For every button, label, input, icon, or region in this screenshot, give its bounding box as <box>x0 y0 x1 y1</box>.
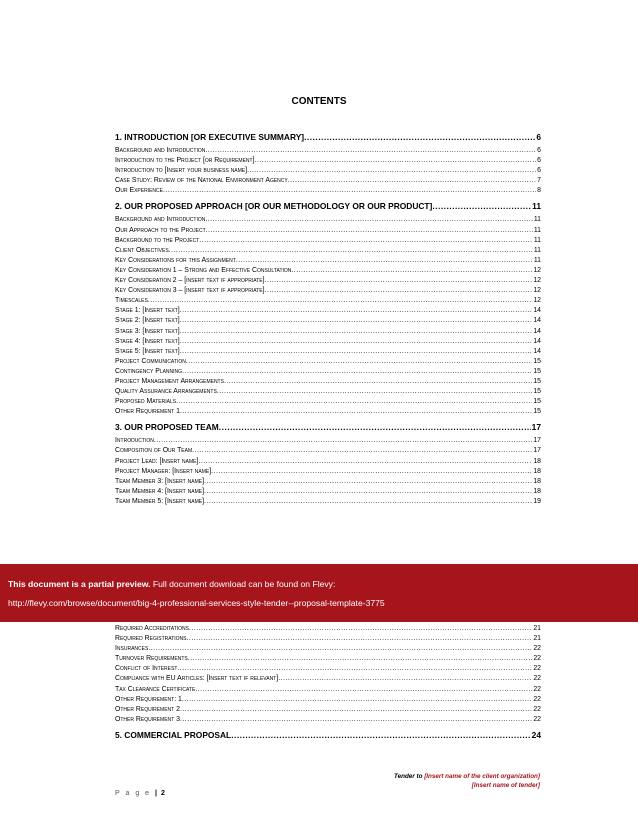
toc-leader-dots <box>199 236 533 246</box>
toc-entry-label: Key Consideration 3 – [insert text if appropriate] <box>115 287 265 295</box>
toc-subsection-entry[interactable] <box>115 457 541 467</box>
toc-entry-page: 14 <box>533 337 541 345</box>
footer-tender <box>394 772 540 790</box>
toc-entry-page: 15 <box>533 398 541 406</box>
toc-entry-page: 11 <box>532 201 541 212</box>
toc-section-entry[interactable] <box>115 131 541 143</box>
toc-list-bottom <box>115 624 541 741</box>
preview-notice-text: Full document download can be found on Flevy: <box>152 579 336 589</box>
toc-subsection-entry[interactable] <box>115 407 541 417</box>
toc-entry-label: Stage 3: [Insert text] <box>115 327 180 335</box>
toc-leader-dots <box>182 367 532 377</box>
toc-subsection-entry[interactable] <box>115 387 541 397</box>
toc-leader-dots <box>180 705 532 715</box>
toc-leader-dots <box>278 674 532 684</box>
toc-subsection-entry[interactable] <box>115 296 541 306</box>
toc-subsection-entry[interactable] <box>115 397 541 407</box>
toc-entry-label: Timescales <box>115 297 148 305</box>
toc-entry-page: 17 <box>533 447 541 455</box>
toc-subsection-entry[interactable] <box>115 266 541 276</box>
toc-subsection-entry[interactable] <box>115 644 541 654</box>
toc-entry-page: 11 <box>533 236 541 244</box>
toc-entry-label: Project Manager: [Insert name] <box>115 467 212 475</box>
toc-leader-dots <box>204 487 532 497</box>
toc-leader-dots <box>187 634 533 644</box>
preview-notice-bold: This document is a partial preview. <box>8 579 151 589</box>
toc-entry-label: Required Registrations <box>115 635 187 643</box>
toc-section-entry[interactable] <box>115 421 541 433</box>
toc-entry-page: 12 <box>533 297 541 305</box>
toc-subsection-entry[interactable] <box>115 286 541 296</box>
toc-entry-label: 2. OUR PROPOSED APPROACH [OR OUR METHODOLOGY OR OUR PRODUCT] <box>115 201 433 212</box>
toc-leader-dots <box>291 266 532 276</box>
toc-entry-label: Stage 5: [Insert text] <box>115 347 180 355</box>
toc-leader-dots <box>154 436 532 446</box>
toc-subsection-entry[interactable] <box>115 146 541 156</box>
toc-leader-dots <box>177 664 532 674</box>
toc-subsection-entry[interactable] <box>115 306 541 316</box>
toc-subsection-entry[interactable] <box>115 246 541 256</box>
toc-entry-label: Other Requirement: 1 <box>115 695 182 703</box>
toc-leader-dots <box>180 316 533 326</box>
toc-subsection-entry[interactable] <box>115 664 541 674</box>
toc-subsection-entry[interactable] <box>115 236 541 246</box>
toc-entry-page: 14 <box>533 327 541 335</box>
toc-leader-dots <box>224 377 532 387</box>
toc-entry-label: Compliance with EU Articles: [Insert text if relevant] <box>115 675 279 683</box>
toc-entry-label: Required Accreditations <box>115 625 189 632</box>
toc-entry-label: Tax Clearance Certificate <box>115 685 196 693</box>
toc-entry-label: Key Considerations for this Assignment <box>115 256 236 264</box>
toc-entry-page: 14 <box>533 317 541 325</box>
toc-entry-page: 15 <box>533 408 541 416</box>
toc-entry-page: 21 <box>533 635 541 643</box>
toc-entry-page: 7 <box>537 177 541 185</box>
toc-leader-dots <box>304 131 535 143</box>
toc-leader-dots <box>180 337 533 347</box>
toc-entry-page: 6 <box>537 147 541 154</box>
toc-entry-page: 6 <box>537 157 541 165</box>
toc-subsection-entry[interactable] <box>115 186 541 196</box>
toc-subsection-entry[interactable] <box>115 674 541 684</box>
contents-title: CONTENTS <box>291 96 347 107</box>
toc-leader-dots <box>176 397 532 407</box>
toc-entry-page: 19 <box>533 497 541 505</box>
toc-leader-dots <box>204 497 532 507</box>
toc-entry-label: Proposed Materials <box>115 398 177 406</box>
toc-entry-label: Key Consideration 1 – Strong and Effective Consultation <box>115 266 292 274</box>
toc-leader-dots <box>192 446 532 456</box>
toc-entry-page: 11 <box>533 216 541 224</box>
toc-leader-dots <box>189 624 532 634</box>
toc-subsection-entry[interactable] <box>115 316 541 326</box>
toc-entry-page: 6 <box>536 132 541 142</box>
toc-subsection-entry[interactable] <box>115 156 541 166</box>
toc-leader-dots <box>211 467 532 477</box>
toc-subsection-entry[interactable] <box>115 377 541 387</box>
toc-leader-dots <box>264 286 532 296</box>
toc-entry-page: 18 <box>533 487 541 495</box>
toc-subsection-entry[interactable] <box>115 436 541 446</box>
toc-subsection-entry[interactable] <box>115 276 541 286</box>
toc-entry-page: 17 <box>531 422 541 433</box>
toc-section-entry[interactable] <box>115 200 541 212</box>
toc-leader-dots <box>198 457 532 467</box>
toc-entry-label: Key Consideration 2 – [insert text if appropriate] <box>115 277 265 285</box>
toc-entry-page: 11 <box>533 246 541 254</box>
toc-entry-label: Composition of Our Team <box>115 447 193 455</box>
toc-entry-label: Project Management Arrangements <box>115 377 224 385</box>
toc-entry-label: 1. INTRODUCTION [OR EXECUTIVE SUMMARY] <box>115 132 305 142</box>
toc-entry-page: 14 <box>533 347 541 355</box>
toc-subsection-entry[interactable] <box>115 176 541 186</box>
toc-entry-label: Project Lead: [Insert name] <box>115 457 199 465</box>
toc-leader-dots <box>204 477 532 487</box>
toc-entry-label: Team Member 4: [Insert name] <box>115 487 205 495</box>
toc-entry-page: 12 <box>533 266 541 274</box>
footer-page-number <box>115 790 165 797</box>
toc-subsection-entry[interactable] <box>115 327 541 337</box>
toc-entry-label: Team Member 5: [Insert name] <box>115 497 205 505</box>
toc-leader-dots <box>148 644 532 654</box>
toc-subsection-entry[interactable] <box>115 705 541 715</box>
toc-leader-dots <box>180 407 532 417</box>
toc-subsection-entry[interactable] <box>115 337 541 347</box>
toc-subsection-entry[interactable] <box>115 695 541 705</box>
toc-entry-page: 12 <box>533 287 541 295</box>
toc-section-entry[interactable] <box>115 729 541 741</box>
toc-subsection-entry[interactable] <box>115 215 541 225</box>
toc-entry-page: 22 <box>533 655 541 663</box>
toc-subsection-entry[interactable] <box>115 467 541 477</box>
toc-subsection-entry[interactable] <box>115 497 541 507</box>
preview-link[interactable]: http://flevy.com/browse/document/big-4-professional-services-style-tender--proposal-template-3775 <box>8 598 385 608</box>
toc-entry-page: 6 <box>537 167 541 175</box>
toc-entry-label: 5. COMMERCIAL PROPOSAL <box>115 729 232 740</box>
toc-subsection-entry[interactable] <box>115 256 541 266</box>
toc-entry-page: 15 <box>533 388 541 396</box>
toc-entry-label: Our Approach to the Project <box>115 226 206 234</box>
toc-subsection-entry[interactable] <box>115 715 541 725</box>
toc-leader-dots <box>205 146 536 156</box>
footer-client-placeholder: [Insert name of the client organization] <box>424 773 540 780</box>
toc-entry-page: 22 <box>533 645 541 653</box>
toc-subsection-entry[interactable] <box>115 624 541 634</box>
toc-entry-page: 15 <box>533 367 541 375</box>
toc-entry-label: Stage 4: [Insert text] <box>115 337 180 345</box>
toc-entry-label: Contingency Planning <box>115 367 183 375</box>
preview-notice <box>8 579 335 589</box>
toc-entry-label: Other Requirement 2 <box>115 705 180 713</box>
toc-leader-dots <box>188 654 533 664</box>
toc-entry-label: Project Communication <box>115 357 186 365</box>
toc-entry-label: Other Requirement 1 <box>115 408 180 416</box>
toc-entry-page: 18 <box>533 457 541 465</box>
toc-entry-page: 15 <box>533 357 541 365</box>
toc-subsection-entry[interactable] <box>115 226 541 236</box>
toc-leader-dots <box>206 226 533 236</box>
page-separator: | <box>155 790 157 797</box>
toc-entry-label: Conflict of Interest <box>115 665 178 673</box>
toc-leader-dots <box>247 166 536 176</box>
toc-entry-page: 18 <box>533 477 541 485</box>
toc-entry-page: 24 <box>531 729 541 740</box>
toc-entry-label: Insurances <box>115 645 149 653</box>
toc-leader-dots <box>195 685 532 695</box>
toc-leader-dots <box>255 156 537 166</box>
toc-leader-dots <box>432 200 531 212</box>
toc-entry-page: 11 <box>533 256 541 264</box>
toc-leader-dots <box>217 387 533 397</box>
toc-entry-page: 11 <box>533 226 541 234</box>
toc-subsection-entry[interactable] <box>115 685 541 695</box>
toc-entry-label: Our Experience <box>115 187 163 195</box>
toc-leader-dots <box>231 729 530 741</box>
toc-entry-label: Background and Introduction <box>115 216 206 224</box>
toc-leader-dots <box>180 327 533 337</box>
toc-leader-dots <box>205 215 533 225</box>
toc-entry-label: Introduction to [Insert your business name] <box>115 167 248 175</box>
toc-leader-dots <box>148 296 532 306</box>
toc-entry-page: 14 <box>533 307 541 315</box>
page-word: P a g e <box>115 790 152 797</box>
toc-leader-dots <box>236 256 533 266</box>
toc-entry-label: 3. OUR PROPOSED TEAM <box>115 422 219 433</box>
toc-entry-page: 22 <box>533 665 541 673</box>
toc-entry-label: Introduction <box>115 437 154 445</box>
toc-entry-label: Client Objectives <box>115 246 169 254</box>
toc-leader-dots <box>186 357 532 367</box>
toc-list-top <box>115 131 541 507</box>
toc-entry-label: Team Member 3: [Insert name] <box>115 477 205 485</box>
toc-leader-dots <box>163 186 536 196</box>
toc-entry-label: Quality Assurance Arrangements <box>115 388 217 396</box>
toc-leader-dots <box>180 715 532 725</box>
toc-entry-label: Stage 1: [Insert text] <box>115 307 180 315</box>
toc-entry-label: Background to the Project <box>115 236 200 244</box>
toc-subsection-entry[interactable] <box>115 634 541 644</box>
toc-subsection-entry[interactable] <box>115 446 541 456</box>
toc-leader-dots <box>219 421 531 433</box>
preview-banner <box>0 564 638 622</box>
toc-entry-page: 12 <box>533 277 541 285</box>
toc-entry-page: 8 <box>537 187 541 195</box>
toc-leader-dots <box>182 695 532 705</box>
toc-entry-page: 21 <box>533 625 541 632</box>
toc-entry-label: Other Requirement 3 <box>115 715 180 723</box>
toc-leader-dots <box>288 176 536 186</box>
toc-leader-dots <box>180 306 533 316</box>
toc-entry-label: Introduction to the Project [or Requirement] <box>115 157 255 165</box>
toc-entry-label: Background and Introduction <box>115 147 206 154</box>
footer-tender-to: Tender to <box>393 773 425 780</box>
toc-leader-dots <box>180 347 533 357</box>
toc-entry-label: Turnover Requirements <box>115 655 188 663</box>
toc-entry-page: 22 <box>533 685 541 693</box>
toc-subsection-entry[interactable] <box>115 654 541 664</box>
footer-tender-placeholder: [Insert name of tender] <box>471 782 540 789</box>
toc-subsection-entry[interactable] <box>115 357 541 367</box>
toc-subsection-entry[interactable] <box>115 347 541 357</box>
toc-entry-page: 18 <box>533 467 541 475</box>
toc-entry-page: 22 <box>533 715 541 723</box>
toc-leader-dots <box>264 276 532 286</box>
toc-entry-label: Stage 2: [Insert text] <box>115 317 180 325</box>
toc-entry-label: Case Study: Review of the National Environment Agency <box>115 177 288 185</box>
page-number: 2 <box>160 790 165 797</box>
toc-subsection-entry[interactable] <box>115 367 541 377</box>
toc-entry-page: 22 <box>533 705 541 713</box>
toc-entry-page: 22 <box>533 695 541 703</box>
toc-subsection-entry[interactable] <box>115 166 541 176</box>
toc-subsection-entry[interactable] <box>115 487 541 497</box>
toc-subsection-entry[interactable] <box>115 477 541 487</box>
toc-entry-page: 22 <box>533 675 541 683</box>
toc-leader-dots <box>169 246 533 256</box>
toc-entry-page: 15 <box>533 377 541 385</box>
toc-entry-page: 17 <box>533 437 541 445</box>
